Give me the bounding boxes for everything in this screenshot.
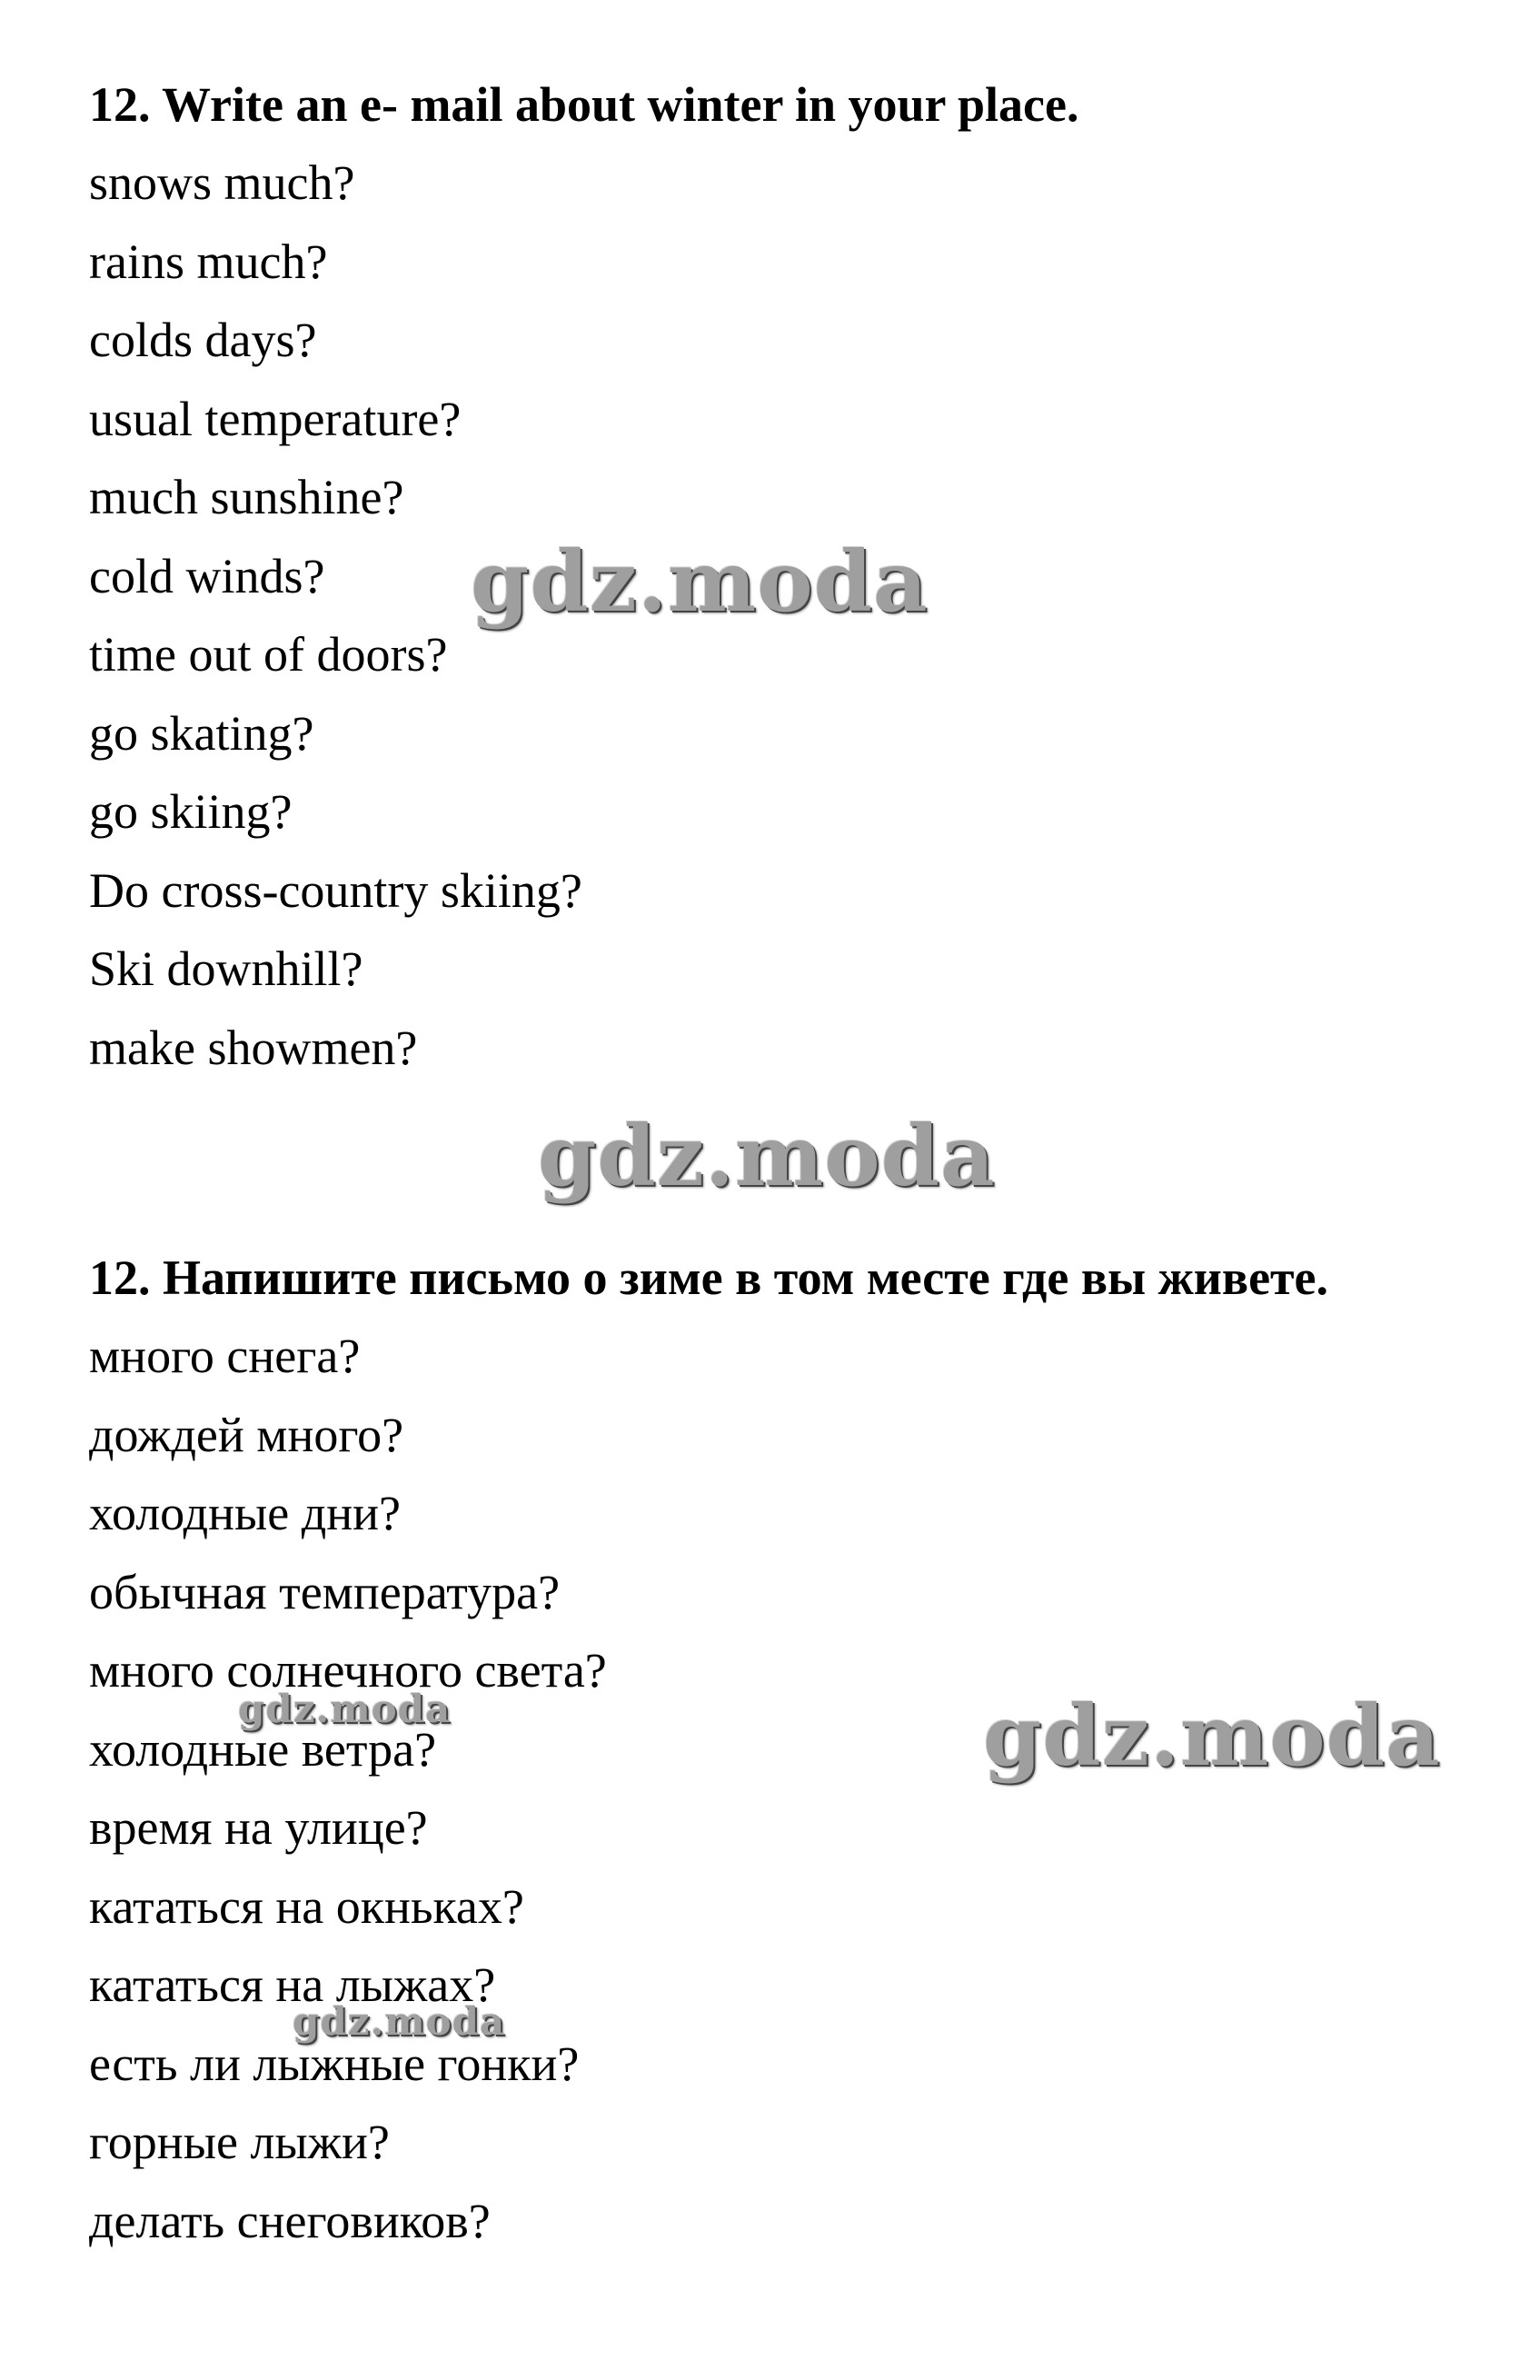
english-question: rains much? bbox=[89, 234, 328, 289]
russian-question: много солнечного света? bbox=[89, 1643, 607, 1698]
watermark: gdz.moda bbox=[471, 533, 929, 631]
english-question: much sunshine? bbox=[89, 470, 404, 524]
english-heading: 12. Write an e- mail about winter in your place. bbox=[89, 77, 1079, 132]
english-question: usual temperature? bbox=[89, 391, 462, 446]
russian-question: холодные ветра? bbox=[89, 1721, 437, 1777]
watermark: gdz.moda bbox=[983, 1687, 1441, 1785]
english-question: Ski downhill? bbox=[89, 941, 363, 996]
watermark: gdz.moda bbox=[238, 1687, 452, 1731]
english-question: cold winds? bbox=[89, 548, 325, 603]
russian-heading: 12. Напишите письмо о зиме в том месте где вы живете. bbox=[89, 1250, 1329, 1305]
watermark: gdz.moda bbox=[293, 1999, 506, 2044]
english-question: time out of doors? bbox=[89, 627, 448, 682]
russian-question: кататься на окньках? bbox=[89, 1878, 524, 1934]
russian-question: время на улице? bbox=[89, 1800, 428, 1855]
english-question: colds days? bbox=[89, 313, 317, 367]
russian-question: горные лыжи? bbox=[89, 2115, 390, 2169]
english-question: go skiing? bbox=[89, 784, 293, 839]
russian-question: есть ли лыжные гонки? bbox=[89, 2036, 580, 2091]
russian-question: обычная температура? bbox=[89, 1564, 561, 1619]
russian-question: делать снеговиков? bbox=[89, 2193, 491, 2248]
russian-question: кататься на лыжах? bbox=[89, 1957, 496, 2012]
english-question: Do cross-country skiing? bbox=[89, 862, 582, 918]
english-question: snows much? bbox=[89, 155, 355, 210]
english-question: go skating? bbox=[89, 705, 314, 761]
watermark: gdz.moda bbox=[538, 1107, 996, 1205]
russian-question-list bbox=[89, 1317, 1470, 2260]
russian-question: много снега? bbox=[89, 1329, 361, 1383]
russian-question: холодные дни? bbox=[89, 1486, 401, 1540]
russian-question: дождей много? bbox=[89, 1407, 404, 1462]
english-question: make showmen? bbox=[89, 1020, 418, 1075]
